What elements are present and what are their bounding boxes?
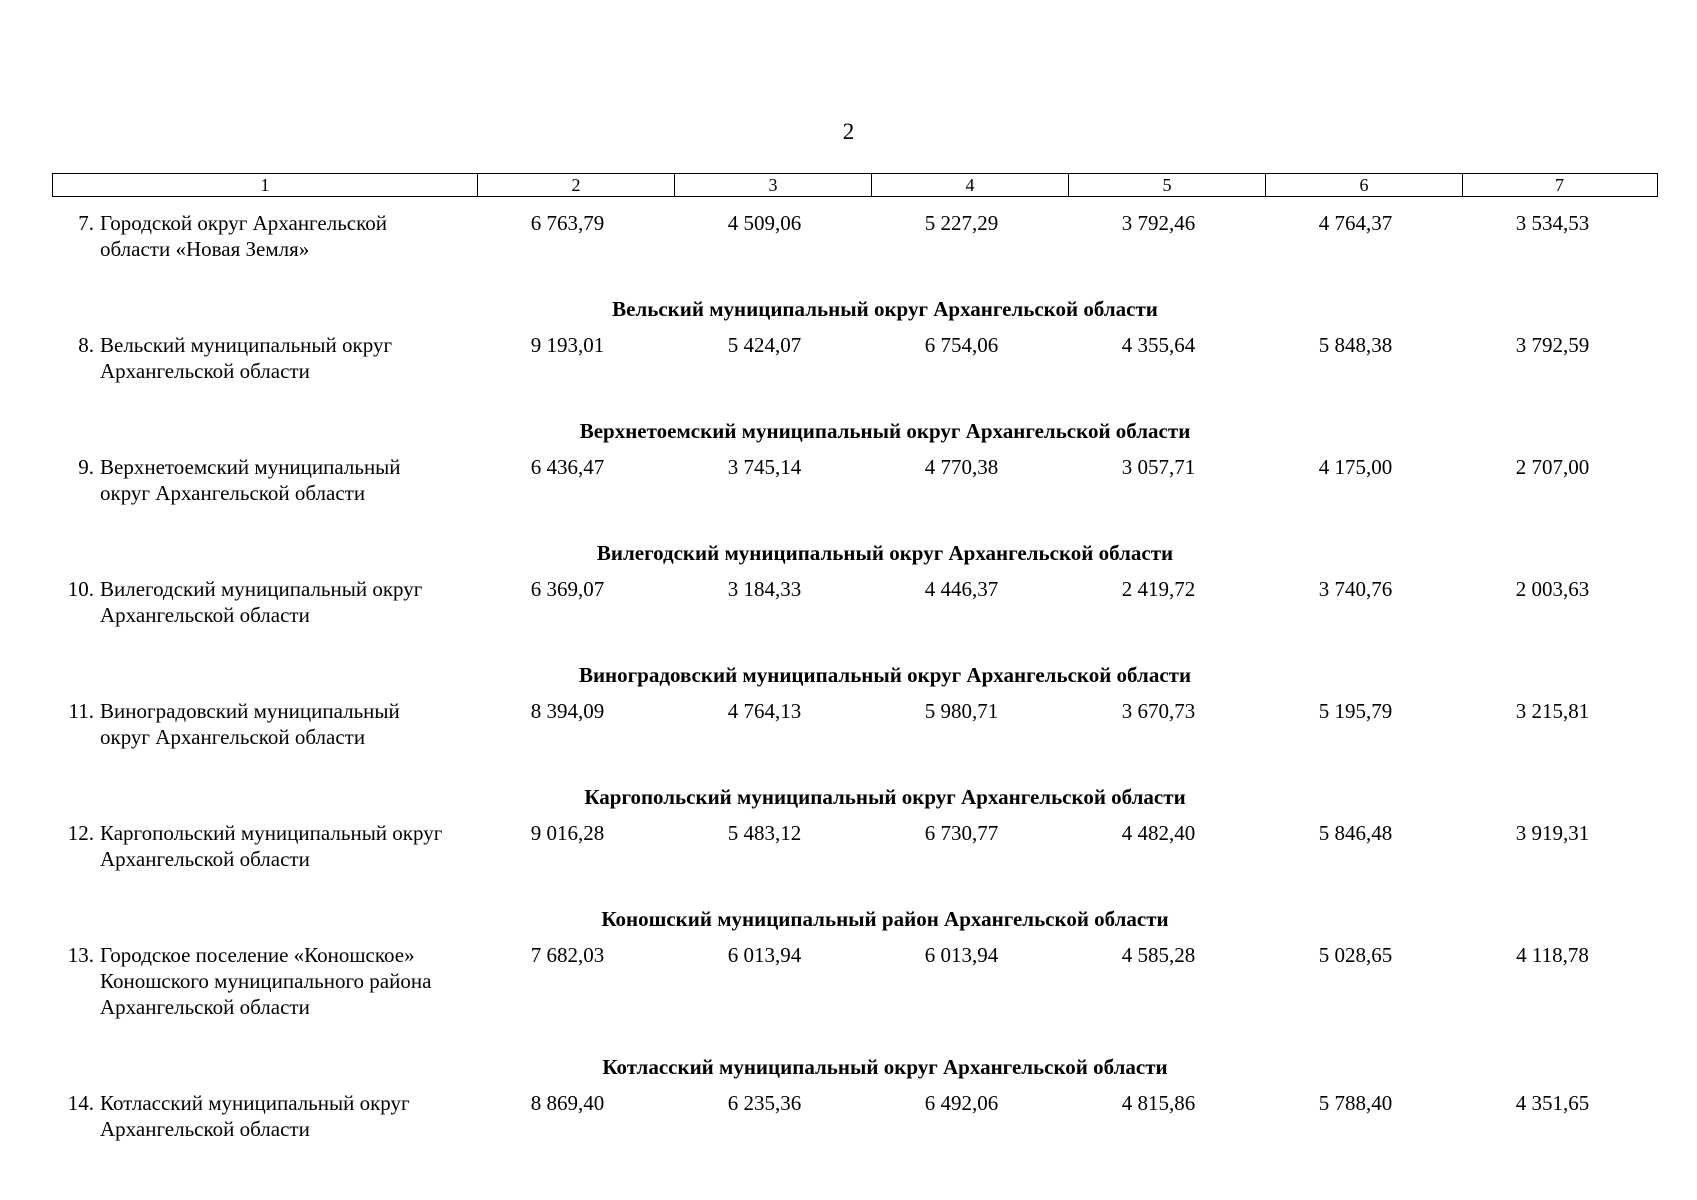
municipality-name-line: округ Архангельской области [100, 481, 366, 505]
section-title: Вилегодский муниципальный округ Архангельской области [596, 541, 1174, 565]
row-number: 14. [67, 1091, 94, 1115]
value-cell-col-5: 4 585,28 [1121, 943, 1196, 967]
municipality-name-line: Городское поселение «Коношское» [100, 943, 415, 967]
header-cell-4: 4 [871, 174, 1068, 196]
value-cell-col-6: 3 740,76 [1318, 577, 1393, 601]
value-cell-col-2: 7 682,03 [530, 943, 605, 967]
value-cell-col-2: 6 369,07 [530, 577, 605, 601]
value-cell-col-5: 2 419,72 [1121, 577, 1196, 601]
value-cell-col-6: 5 788,40 [1318, 1091, 1393, 1115]
value-cell-col-5: 4 815,86 [1121, 1091, 1196, 1115]
table-row [52, 820, 1658, 872]
value-cell-col-3: 4 509,06 [727, 211, 802, 235]
municipality-name-line: Вельский муниципальный округ [100, 333, 393, 357]
row-number: 12. [67, 821, 94, 845]
row-number: 8. [78, 333, 94, 357]
municipality-name [100, 698, 474, 750]
section-title: Коношский муниципальный район Архангельской области [601, 907, 1169, 931]
municipality-name [100, 820, 474, 872]
municipality-name-line: Виноградовский муниципальный [100, 699, 400, 723]
municipality-name [100, 210, 474, 262]
value-cell-col-2: 8 869,40 [530, 1091, 605, 1115]
table-row [52, 576, 1658, 628]
section-title: Каргопольский муниципальный округ Архангельской области [584, 785, 1186, 809]
table-row [52, 454, 1658, 506]
municipality-name-line: Городской округ Архангельской [100, 211, 387, 235]
value-cell-col-4: 4 770,38 [924, 455, 999, 479]
value-cell-col-7: 3 534,53 [1515, 211, 1590, 235]
value-cell-col-4: 6 013,94 [924, 943, 999, 967]
table-row [52, 210, 1658, 262]
municipality-name-line: Архангельской области [100, 1117, 310, 1141]
header-cell-3: 3 [674, 174, 871, 196]
table-row [52, 698, 1658, 750]
value-cell-col-7: 3 215,81 [1515, 699, 1590, 723]
row-number: 13. [67, 943, 94, 967]
section-title: Верхнетоемский муниципальный округ Архангельской области [579, 419, 1191, 443]
value-cell-col-3: 4 764,13 [727, 699, 802, 723]
value-cell-col-4: 6 754,06 [924, 333, 999, 357]
municipality-name [100, 1090, 474, 1142]
value-cell-col-6: 5 028,65 [1318, 943, 1393, 967]
value-cell-col-7: 4 351,65 [1515, 1091, 1590, 1115]
row-number: 11. [68, 699, 94, 723]
page-number: 2 [842, 119, 855, 144]
section-title: Виноградовский муниципальный округ Архангельской области [578, 663, 1192, 687]
table-header-row [52, 173, 1658, 197]
value-cell-col-6: 5 848,38 [1318, 333, 1393, 357]
row-number: 10. [67, 577, 94, 601]
row-number: 7. [78, 211, 94, 235]
value-cell-col-2: 6 436,47 [530, 455, 605, 479]
value-cell-col-4: 6 730,77 [924, 821, 999, 845]
row-number: 9. [78, 455, 94, 479]
municipality-name-line: Архангельской области [100, 359, 310, 383]
value-cell-col-5: 3 670,73 [1121, 699, 1196, 723]
municipality-name-line: Вилегодский муниципальный округ [100, 577, 423, 601]
municipality-name [100, 576, 474, 628]
value-cell-col-7: 4 118,78 [1516, 943, 1589, 967]
value-cell-col-5: 3 057,71 [1121, 455, 1196, 479]
value-cell-col-3: 3 745,14 [727, 455, 802, 479]
table-body [52, 210, 1658, 1142]
value-cell-col-7: 2 707,00 [1515, 455, 1590, 479]
value-cell-col-3: 6 013,94 [727, 943, 802, 967]
municipality-name-line: области «Новая Земля» [100, 237, 310, 261]
value-cell-col-3: 3 184,33 [727, 577, 802, 601]
municipality-name-line: Каргопольский муниципальный округ [100, 821, 443, 845]
table-row [52, 942, 1658, 1020]
header-cell-5: 5 [1068, 174, 1265, 196]
value-cell-col-5: 4 482,40 [1121, 821, 1196, 845]
value-cell-col-6: 5 195,79 [1318, 699, 1393, 723]
municipality-name [100, 332, 474, 384]
value-cell-col-2: 8 394,09 [530, 699, 605, 723]
value-cell-col-2: 6 763,79 [530, 211, 605, 235]
header-cell-1: 1 [260, 175, 270, 195]
municipality-name [100, 942, 474, 1020]
section-title: Котласский муниципальный округ Архангельской области [602, 1055, 1168, 1079]
value-cell-col-6: 4 175,00 [1318, 455, 1393, 479]
municipality-name-line: Котласский муниципальный округ [100, 1091, 410, 1115]
section-title: Вельский муниципальный округ Архангельской области [612, 297, 1158, 321]
municipality-name-line: Верхнетоемский муниципальный [100, 455, 401, 479]
value-cell-col-4: 4 446,37 [924, 577, 999, 601]
value-cell-col-5: 4 355,64 [1121, 333, 1196, 357]
municipality-name-line: Коношского муниципального района [100, 969, 432, 993]
header-cell-6: 6 [1265, 174, 1462, 196]
header-cell-2: 2 [477, 174, 674, 196]
municipality-name-line: Архангельской области [100, 995, 310, 1019]
value-cell-col-4: 5 227,29 [924, 211, 999, 235]
value-cell-col-3: 5 483,12 [727, 821, 802, 845]
value-cell-col-7: 2 003,63 [1515, 577, 1590, 601]
municipality-name [100, 454, 474, 506]
value-cell-col-3: 5 424,07 [727, 333, 802, 357]
value-cell-col-4: 6 492,06 [924, 1091, 999, 1115]
value-cell-col-6: 4 764,37 [1318, 211, 1393, 235]
value-cell-col-5: 3 792,46 [1121, 211, 1196, 235]
value-cell-col-4: 5 980,71 [924, 699, 999, 723]
header-cell-7: 7 [1462, 174, 1656, 196]
municipality-name-line: Архангельской области [100, 847, 310, 871]
value-cell-col-7: 3 792,59 [1515, 333, 1590, 357]
municipality-name-line: Архангельской области [100, 603, 310, 627]
value-cell-col-3: 6 235,36 [727, 1091, 802, 1115]
value-cell-col-2: 9 193,01 [530, 333, 605, 357]
table-row [52, 332, 1658, 384]
value-cell-col-7: 3 919,31 [1515, 821, 1590, 845]
table-row [52, 1090, 1658, 1142]
value-cell-col-6: 5 846,48 [1318, 821, 1393, 845]
value-cell-col-2: 9 016,28 [530, 821, 605, 845]
municipality-name-line: округ Архангельской области [100, 725, 366, 749]
